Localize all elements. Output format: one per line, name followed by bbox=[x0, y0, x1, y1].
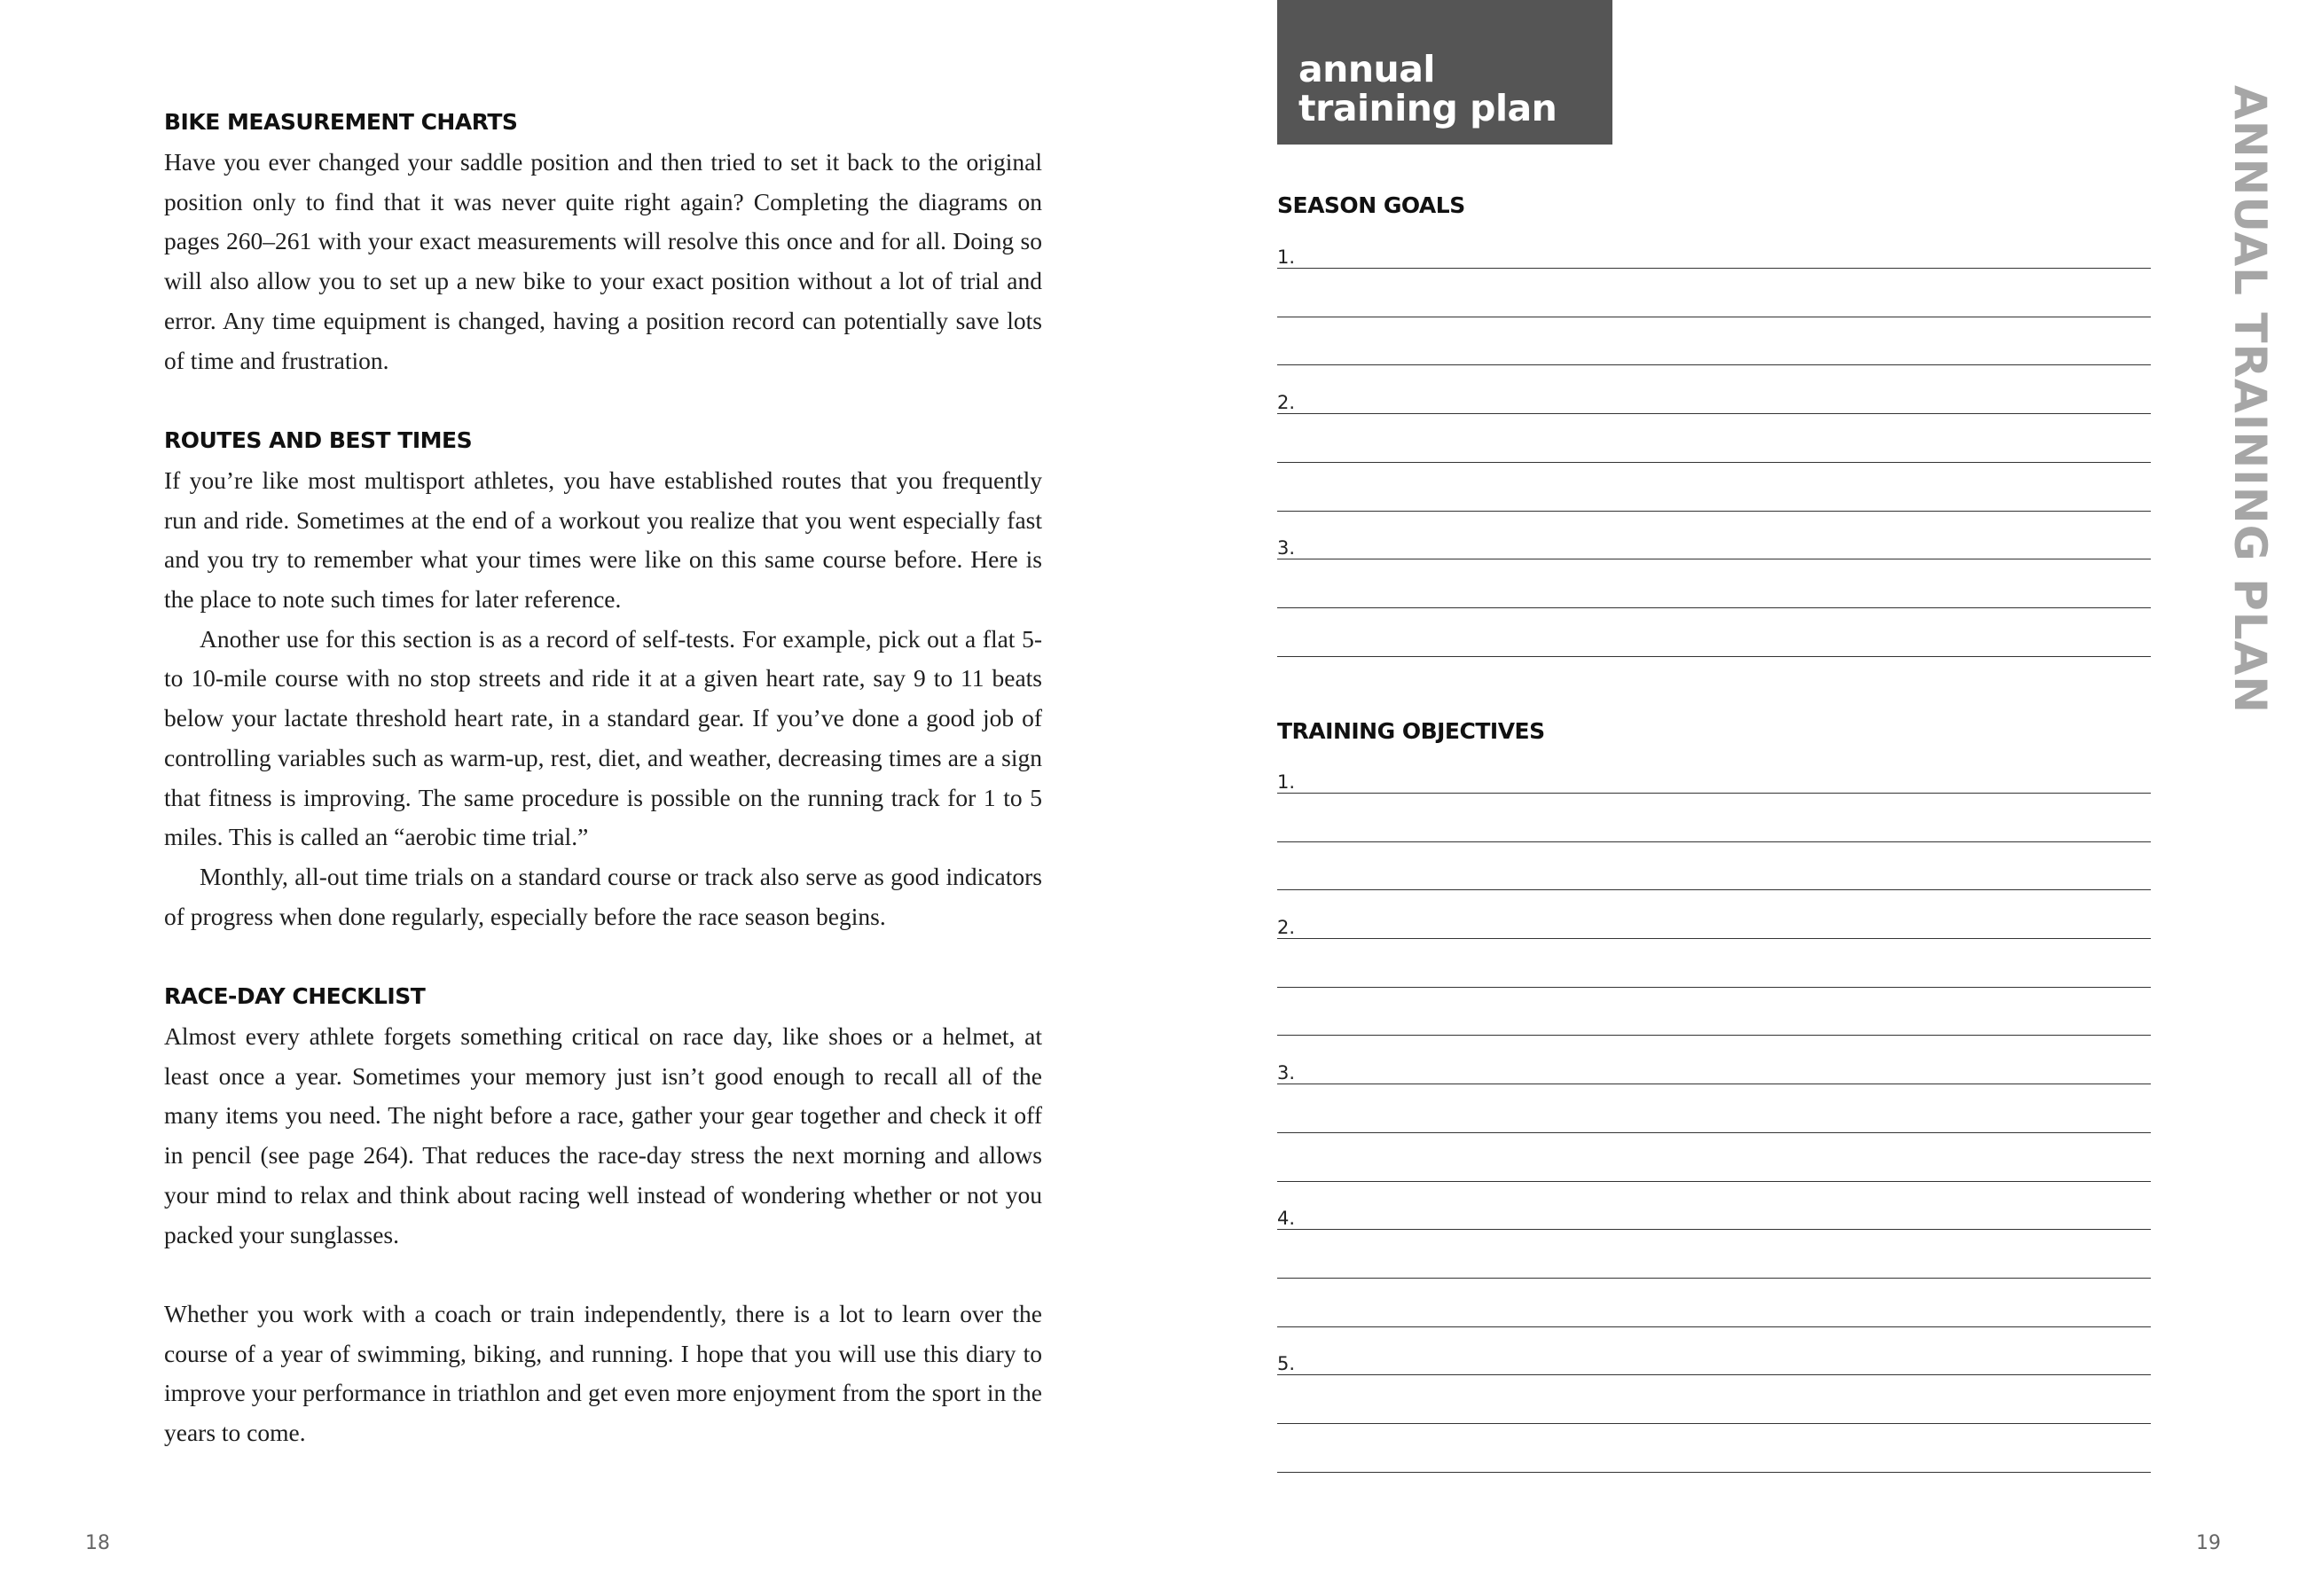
section-routes-best-times bbox=[164, 420, 1042, 936]
right-page bbox=[1153, 0, 2306, 1596]
section-heading: BIKE MEASUREMENT CHARTS bbox=[164, 109, 518, 135]
objective-1-line[interactable] bbox=[1277, 822, 2151, 842]
page-number: 19 bbox=[2196, 1532, 2221, 1554]
season-goal-3-line[interactable] bbox=[1277, 539, 2151, 559]
season-goal-2-line[interactable] bbox=[1277, 394, 2151, 414]
section-bike-measurement bbox=[164, 102, 1042, 380]
paragraph: Have you ever changed your saddle position and then tried to set it back to the original position only to find that it was never quite right again? Completing the diagrams on pages 260–261 with your exact measurements will resolve this once and for all. Doing so will also allow you to set up a new bike to your exact position without a lot of trial and error. Any time equipment is changed, having a position record can potentially save lots of time and frustration. bbox=[164, 148, 1042, 374]
paragraph: Another use for this section is as a record of self-tests. For example, pick out a flat 5- to 10-mile course with no stop streets and ride it at a given heart rate, say 9 to 11 beats below your lactate threshold heart rate, in a standard gear. If you’ve done a good job of controlling variables such as warm-up, rest, diet, and weather, decreasing times are a sign that fitness is improving. The same procedure is possible on the running track for 1 to 5 miles. This is called an “aerobic time trial.” bbox=[164, 624, 1042, 851]
item-number: 5. bbox=[1277, 1353, 1296, 1374]
season-goal-2-line[interactable] bbox=[1277, 442, 2151, 463]
objective-4-line[interactable] bbox=[1277, 1258, 2151, 1279]
page-number: 18 bbox=[85, 1532, 110, 1554]
season-goal-3-line[interactable] bbox=[1277, 588, 2151, 608]
season-goal-1-line[interactable] bbox=[1277, 345, 2151, 365]
objective-1-line[interactable] bbox=[1277, 870, 2151, 890]
page-title-box bbox=[1277, 0, 1612, 145]
season-goal-2-line[interactable] bbox=[1277, 491, 2151, 512]
objective-2-line[interactable] bbox=[1277, 1015, 2151, 1036]
season-goals-heading: SEASON GOALS bbox=[1277, 192, 1465, 218]
objective-3-line[interactable] bbox=[1277, 1064, 2151, 1084]
objective-5-line[interactable] bbox=[1277, 1404, 2151, 1424]
paragraph: Almost every athlete forgets something critical on race day, like shoes or a helmet, at least once a year. Sometimes your memory just isn’t good enough to recall all of the many items you need. The night before a race, gather your gear together and check it off in pencil (see page 264). That reduces the race-day stress the next morning and allows your mind to relax and think about racing well instead of wondering whether or not you packed your sunglasses. bbox=[164, 1022, 1042, 1248]
objective-5-line[interactable] bbox=[1277, 1452, 2151, 1473]
training-objectives-heading: TRAINING OBJECTIVES bbox=[1277, 718, 1545, 744]
section-heading: RACE-DAY CHECKLIST bbox=[164, 983, 426, 1010]
item-number: 2. bbox=[1277, 392, 1296, 413]
item-number: 4. bbox=[1277, 1208, 1296, 1229]
objective-4-line[interactable] bbox=[1277, 1209, 2151, 1230]
page-title-line-1: annual bbox=[1298, 48, 1435, 90]
objective-1-line[interactable] bbox=[1277, 773, 2151, 794]
side-tab-label: ANNUAL TRAINING PLAN bbox=[2224, 85, 2276, 715]
objective-4-line[interactable] bbox=[1277, 1307, 2151, 1327]
item-number: 3. bbox=[1277, 1062, 1296, 1084]
text-column bbox=[164, 102, 1042, 1453]
objective-3-line[interactable] bbox=[1277, 1113, 2151, 1133]
item-number: 1. bbox=[1277, 771, 1296, 793]
paragraph: Monthly, all-out time trials on a standard course or track also serve as good indicators of progress when done regularly, especially before the race season begins. bbox=[164, 862, 1042, 930]
section-heading: ROUTES AND BEST TIMES bbox=[164, 426, 473, 453]
page-title-line-2: training plan bbox=[1298, 87, 1557, 129]
season-goal-3-line[interactable] bbox=[1277, 637, 2151, 657]
objective-3-line[interactable] bbox=[1277, 1162, 2151, 1182]
paragraph: If you’re like most multisport athletes, you have established routes that you frequently run and ride. Sometimes at the end of a workout you realize that you went especially fast and you try to remember what your times were like on this same course before. Here is the place to note such times for later reference. bbox=[164, 466, 1042, 614]
item-number: 3. bbox=[1277, 537, 1296, 559]
season-goal-1-line[interactable] bbox=[1277, 297, 2151, 317]
item-number: 2. bbox=[1277, 917, 1296, 938]
objective-2-line[interactable] bbox=[1277, 919, 2151, 939]
section-race-day-checklist bbox=[164, 976, 1042, 1255]
season-goal-1-line[interactable] bbox=[1277, 248, 2151, 269]
closing-paragraph: Whether you work with a coach or train independently, there is a lot to learn over the course of a year of swimming, biking, and running. I hope that you will use this diary to improve your performance in triathlon and get even more enjoyment from the sport in the years to come. bbox=[164, 1299, 1042, 1447]
objective-2-line[interactable] bbox=[1277, 967, 2151, 988]
objective-5-line[interactable] bbox=[1277, 1355, 2151, 1375]
item-number: 1. bbox=[1277, 246, 1296, 268]
